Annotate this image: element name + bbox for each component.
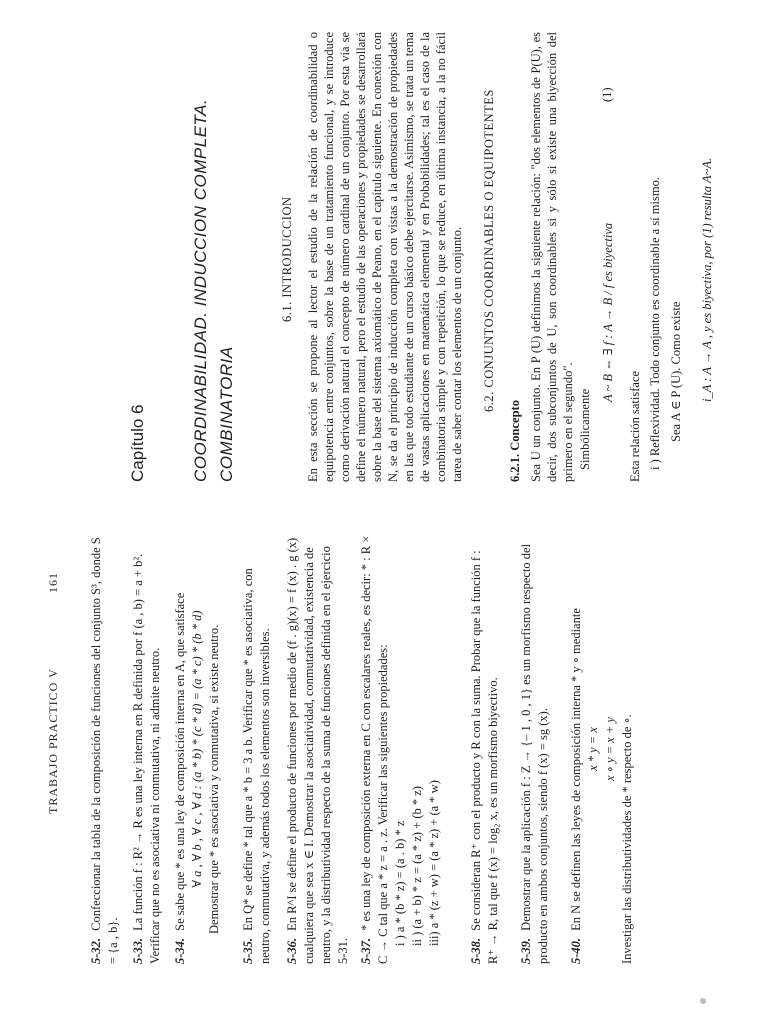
intro-paragraph: En esta sección se propone al lector el estudio de la relación de coordinabilidad o equipotencia entre conjuntos, sobre la base de un tratamiento funcional, y se introduce como derivación natural el concepto de número cardinal de un conjunto. Por esta vía se define el número natural, pero el estudio de las operaciones y propiedades se desarrollará sobre la base del sistema axiomático de Peano, en el capítulo siguiente. En conexión con N, se da el principio de inducción completa con vistas a la demostración de propiedades en las que todo estudiante de un curso básico debe ejercitarse. Asimismo, se trata un tema de vastas aplicaciones en matemática elemental y en Probabilidades; tal es el caso de la combinatoria simple y con repetición, lo que se reduce, en última instancia, a la no fácil tarea de saber contar los elementos de un conjunto. [306, 32, 464, 482]
concept-paragraph: Sea U un conjunto. En P (U) definimos la siguiente relación: "dos elementos de P(U), es decir, dos subconjuntos de U, son coordinables si y sólo si existe una biyección del primero en el segundo". [529, 32, 575, 482]
exercise-5-32 [88, 534, 122, 964]
exercise-text: La función f : R² → R es una ley interna en R definida por f (a , b) = a + b². Verificar que no es asociativa ni conmutativa, ni admite neutro. [131, 553, 162, 964]
scan-mark [700, 998, 706, 1004]
equation-number: (1) [600, 87, 614, 102]
exercise-text: En Q* se define * tal que a * b = 3 a b. Verificar que * es asociativa, con neutro, conmutativa, y además todos los elementos son inversibles. [241, 568, 272, 964]
exercise-number: 5-39. [519, 937, 533, 964]
exercise-text: En N se definen las leyes de composición interna * y ∘ mediante [569, 608, 583, 931]
satisfies-text: Esta relación satisface [628, 370, 642, 482]
exercise-number: 5-36. [285, 937, 299, 964]
exercise-text: Demostrar que la aplicación f : Z → {– 1 , 0 , 1} es un morfismo respecto del producto en ambos conjuntos, siendo f (x) = sg (x). [519, 543, 550, 964]
exercise-number: 5-34. [173, 937, 187, 964]
section-heading: 6.2. CONJUNTOS COORDINABLES O EQUIPOTENTES [482, 89, 496, 412]
exercise-5-37 [358, 534, 443, 964]
exercise-text: Confeccionar la tabla de la composición de funciones del conjunto S³, donde S = {a , b}. [89, 537, 120, 964]
running-title: TRABAJO PRACTICO V [46, 668, 60, 814]
property-item: i ) a * (b * z) = (a . b) * z [393, 820, 407, 946]
law-definition: x ∘ y = x + y [603, 717, 617, 781]
exercise-text: En R^I se define el producto de funciones por medio de (f . g)(x) = f (x) . g (x) cualquiera que sea x ∈ I. Demostrar la asociatividad, conmutatividad, existencia de neutro, y la distributividad respecto de la suma de funciones definida en el ejercicio 5-31. [285, 537, 350, 964]
exercise-number: 5-40. [569, 937, 583, 964]
exercise-5-39 [518, 534, 552, 964]
law-definition: x * y = x [586, 727, 600, 771]
property-item: ii ) (a + b) * z = (a * z) + (b * z) [410, 786, 424, 946]
exercise-text: * es una ley de composición externa en C con escalares reales, es decir: * : R × C → C tal que a * z = a . z. Verificar las siguientes propiedades: [359, 535, 390, 964]
exercise-number: 5-33. [131, 937, 145, 964]
exercise-5-40 [568, 534, 636, 964]
exercise-number: 5-35. [241, 937, 255, 964]
exercise-5-38 [468, 534, 502, 964]
chapter-label: Capítulo 6 [128, 404, 147, 482]
property-item: iii) a * (z + w) = (a * z) + (a * w) [427, 780, 441, 946]
exercise-tail: Demostrar que * es asociativa y conmutativa, si existe neutro. [207, 624, 221, 934]
left-page [0, 512, 768, 1024]
section-heading: 6.1. INTRODUCCION [280, 196, 294, 322]
chapter-title [188, 42, 240, 482]
subsection-heading: 6.2.1. Concepto [508, 400, 522, 482]
exercise-text: Se sabe que * es una ley de composición interna en A, que satisface [173, 592, 187, 931]
exercise-number: 5-37. [359, 937, 373, 964]
chapter-title-line: COMBINATORIA [217, 346, 236, 482]
exercise-5-35 [240, 534, 274, 964]
exercise-equation: ∀ a , ∀ b , ∀ c , ∀ d : (a * b) * (c * d) = (a * c) * (b * d) [190, 610, 204, 888]
reflexivity-line: Sea A ∈ P (U). Como existe [669, 301, 683, 442]
page-number: 161 [46, 572, 60, 593]
symbolic-label: Simbólicamente [578, 388, 592, 470]
exercise-5-36 [284, 534, 352, 964]
exercise-number: 5-38. [469, 937, 483, 964]
reflexivity-item: i ) Reflexividad. Todo conjunto es coordinable a sí mismo. [648, 177, 662, 470]
chapter-title-line: COORDINABILIDAD. INDUCCION COMPLETA. [191, 98, 210, 482]
exercise-5-34 [172, 534, 223, 964]
exercise-5-33 [130, 534, 164, 964]
symbolic-equation: A ~ B ⇔ ∃ f : A → B / f es biyectiva [601, 222, 615, 402]
exercise-text: Se consideran R⁺ con el producto y R con la suma. Probar que la función f : R⁺ → R, tal que f (x) = log₂ x, es un morfismo biyectivo. [469, 550, 500, 964]
reflexivity-line: i_A : A → A , y es biyectiva, por (1) resulta A~A. [700, 157, 714, 402]
exercise-number: 5-32. [89, 937, 103, 964]
exercise-tail: Investigar las distributividades de * respecto de ∘. [620, 714, 634, 964]
